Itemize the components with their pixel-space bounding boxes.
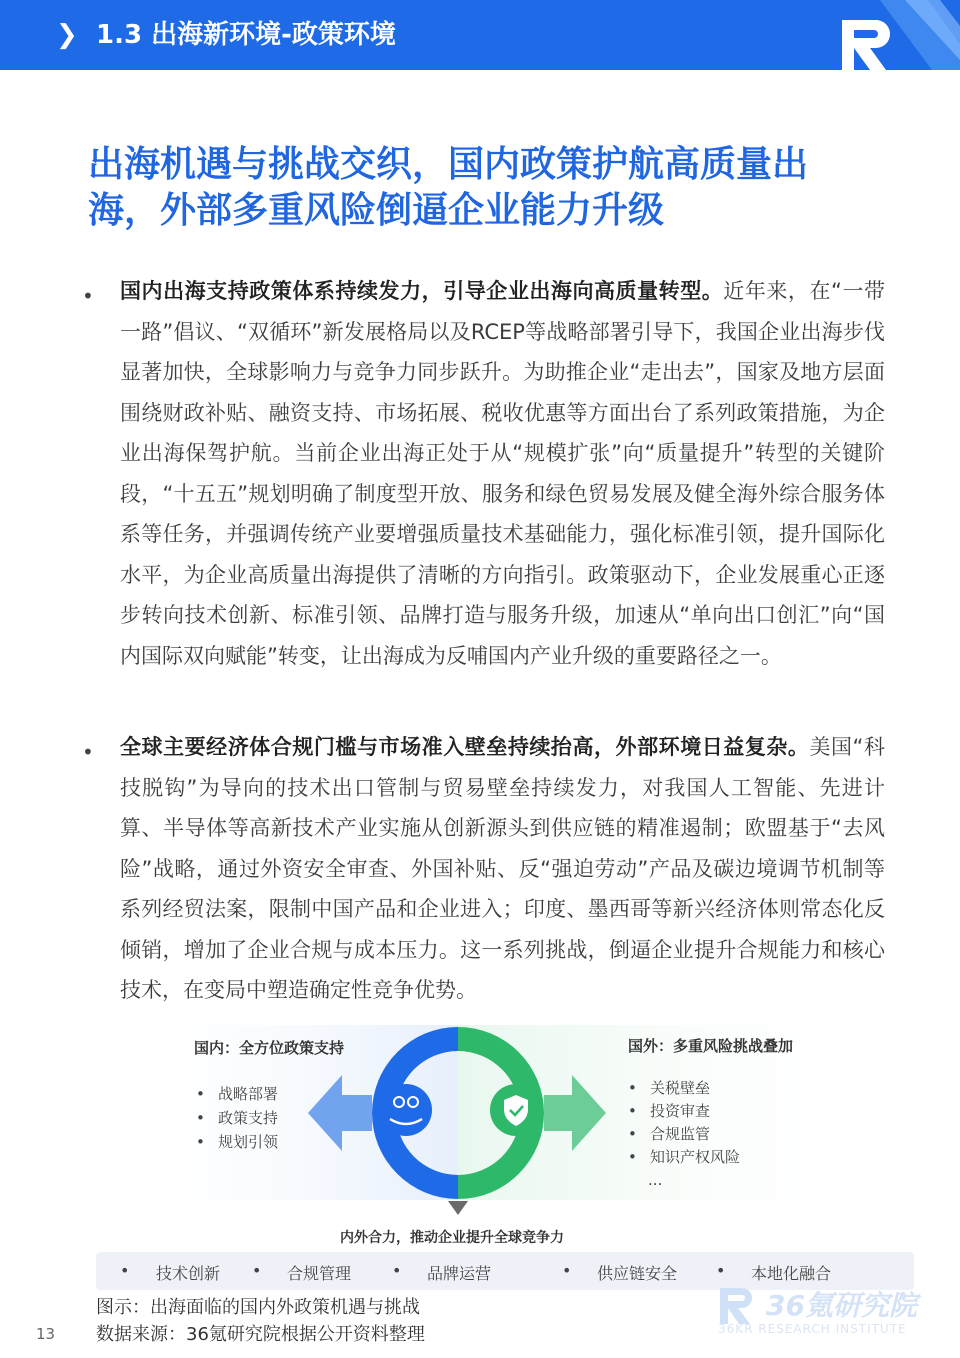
- heading-line-2: 海，外部多重风险倒逼企业能力升级: [88, 190, 665, 231]
- figure-caption: 图示：出海面临的国内外政策机遇与挑战: [96, 1297, 420, 1318]
- page-heading: [88, 142, 888, 234]
- source-caption: 数据来源：36氪研究院根据公开资料整理: [96, 1324, 425, 1345]
- watermark: [716, 1280, 936, 1354]
- paragraph-lead: 国内出海支持政策体系持续发力，引导企业出海向高质量转型。: [120, 279, 724, 303]
- right-more: ...: [648, 1171, 663, 1189]
- left-item: 战略部署: [218, 1085, 279, 1103]
- svg-text:•: •: [196, 1109, 205, 1127]
- paragraph-domestic: [120, 271, 885, 676]
- left-item: 政策支持: [218, 1109, 279, 1127]
- left-title: 国内：全方位政策支持: [194, 1039, 345, 1057]
- svg-text:•: •: [628, 1079, 637, 1097]
- left-item: 规划引领: [218, 1133, 279, 1151]
- right-item: 合规监管: [650, 1125, 711, 1143]
- capability-item: 技术创新: [156, 1264, 221, 1283]
- paragraph-lead: 全球主要经济体合规门槛与市场准入壁垒持续抬高，外部环境日益复杂。: [120, 735, 810, 759]
- page-number: 13: [36, 1325, 56, 1343]
- svg-text:•: •: [628, 1102, 637, 1120]
- people-icon: [380, 1084, 432, 1136]
- capability-item: 本地化融合: [751, 1264, 832, 1283]
- brand-logo-icon: [810, 0, 960, 70]
- policy-diagram: [96, 1025, 916, 1251]
- paragraph-body: 美国“科技脱钩”为导向的技术出口管制与贸易壁垒持续发力，对我国人工智能、先进计算、半导体等高新技术产业实施从创新源头到供应链的精准遏制；欧盟基于“去风险”战略，通过外资安全审查、外国补贴、反“强迫劳动”产品及碳边境调节机制等系列经贸法案，限制中国产品和企业进入；印度、墨西哥等新兴经济体则常态化反倾销，增加了企业合规与成本压力。这一系列挑战，倒逼企业提升合规能力和核心技术，在变局中塑造确定性竞争优势。: [120, 735, 885, 1002]
- section-header: [0, 0, 960, 70]
- paragraph-body: 近年来，在“一带一路”倡议、“双循环”新发展格局以及RCEP等战略部署引导下，我国企业出海步伐显著加快，全球影响力与竞争力同步跃升。为助推企业“走出去”，国家及地方层面围绕财政补贴、融资支持、市场拓展、税收优惠等方面出台了系列政策措施，为企业出海保驾护航。当前企业出海正处于从“规模扩张”向“质量提升”转型的关键阶段，“十五五”规划明确了制度型开放、服务和绿色贸易发展及健全海外综合服务体系等任务，并强调传统产业要增强质量技术基础能力，强化标准引领，提升国际化水平，为企业高质量出海提供了清晰的方向指引。政策驱动下，企业发展重心正逐步转向技术创新、标准引领、品牌打造与服务升级，加速从“单向出口创汇”向“国内国际双向赋能”转变，让出海成为反哺国内产业升级的重要路径之一。: [120, 279, 885, 668]
- heading-line-1: 出海机遇与挑战交织，国内政策护航高质量出: [88, 144, 809, 185]
- capabilities-bar: • 技术创新 • 合规管理 • 品牌运营 • 供应链安全 • 本地化融合: [96, 1252, 914, 1290]
- svg-text:•: •: [196, 1085, 205, 1103]
- right-title: 国外：多重风险挑战叠加: [628, 1037, 794, 1055]
- svg-text:•: •: [628, 1148, 637, 1166]
- svg-text:•: •: [628, 1125, 637, 1143]
- right-item: 投资审查: [650, 1102, 711, 1120]
- section-title: 1.3 出海新环境-政策环境: [96, 20, 396, 50]
- watermark-cn: 36氪研究院: [766, 1289, 917, 1322]
- chevron-right-icon: ❯: [56, 20, 78, 50]
- bullet-dot: •: [82, 740, 94, 764]
- down-arrow-icon: [448, 1201, 468, 1215]
- bottom-label: 内外合力，推动企业提升全球竞争力: [340, 1230, 564, 1246]
- right-item: 知识产权风险: [650, 1148, 741, 1166]
- capability-item: 供应链安全: [597, 1264, 678, 1283]
- bullet-dot: •: [82, 284, 94, 308]
- capability-item: 合规管理: [287, 1264, 352, 1283]
- right-item: 关税壁垒: [650, 1079, 711, 1097]
- capability-item: 品牌运营: [427, 1264, 492, 1283]
- watermark-en: 36KR RESEARCH INSTITUTE: [718, 1322, 907, 1336]
- paragraph-foreign: [120, 727, 885, 1011]
- svg-text:•: •: [196, 1133, 205, 1151]
